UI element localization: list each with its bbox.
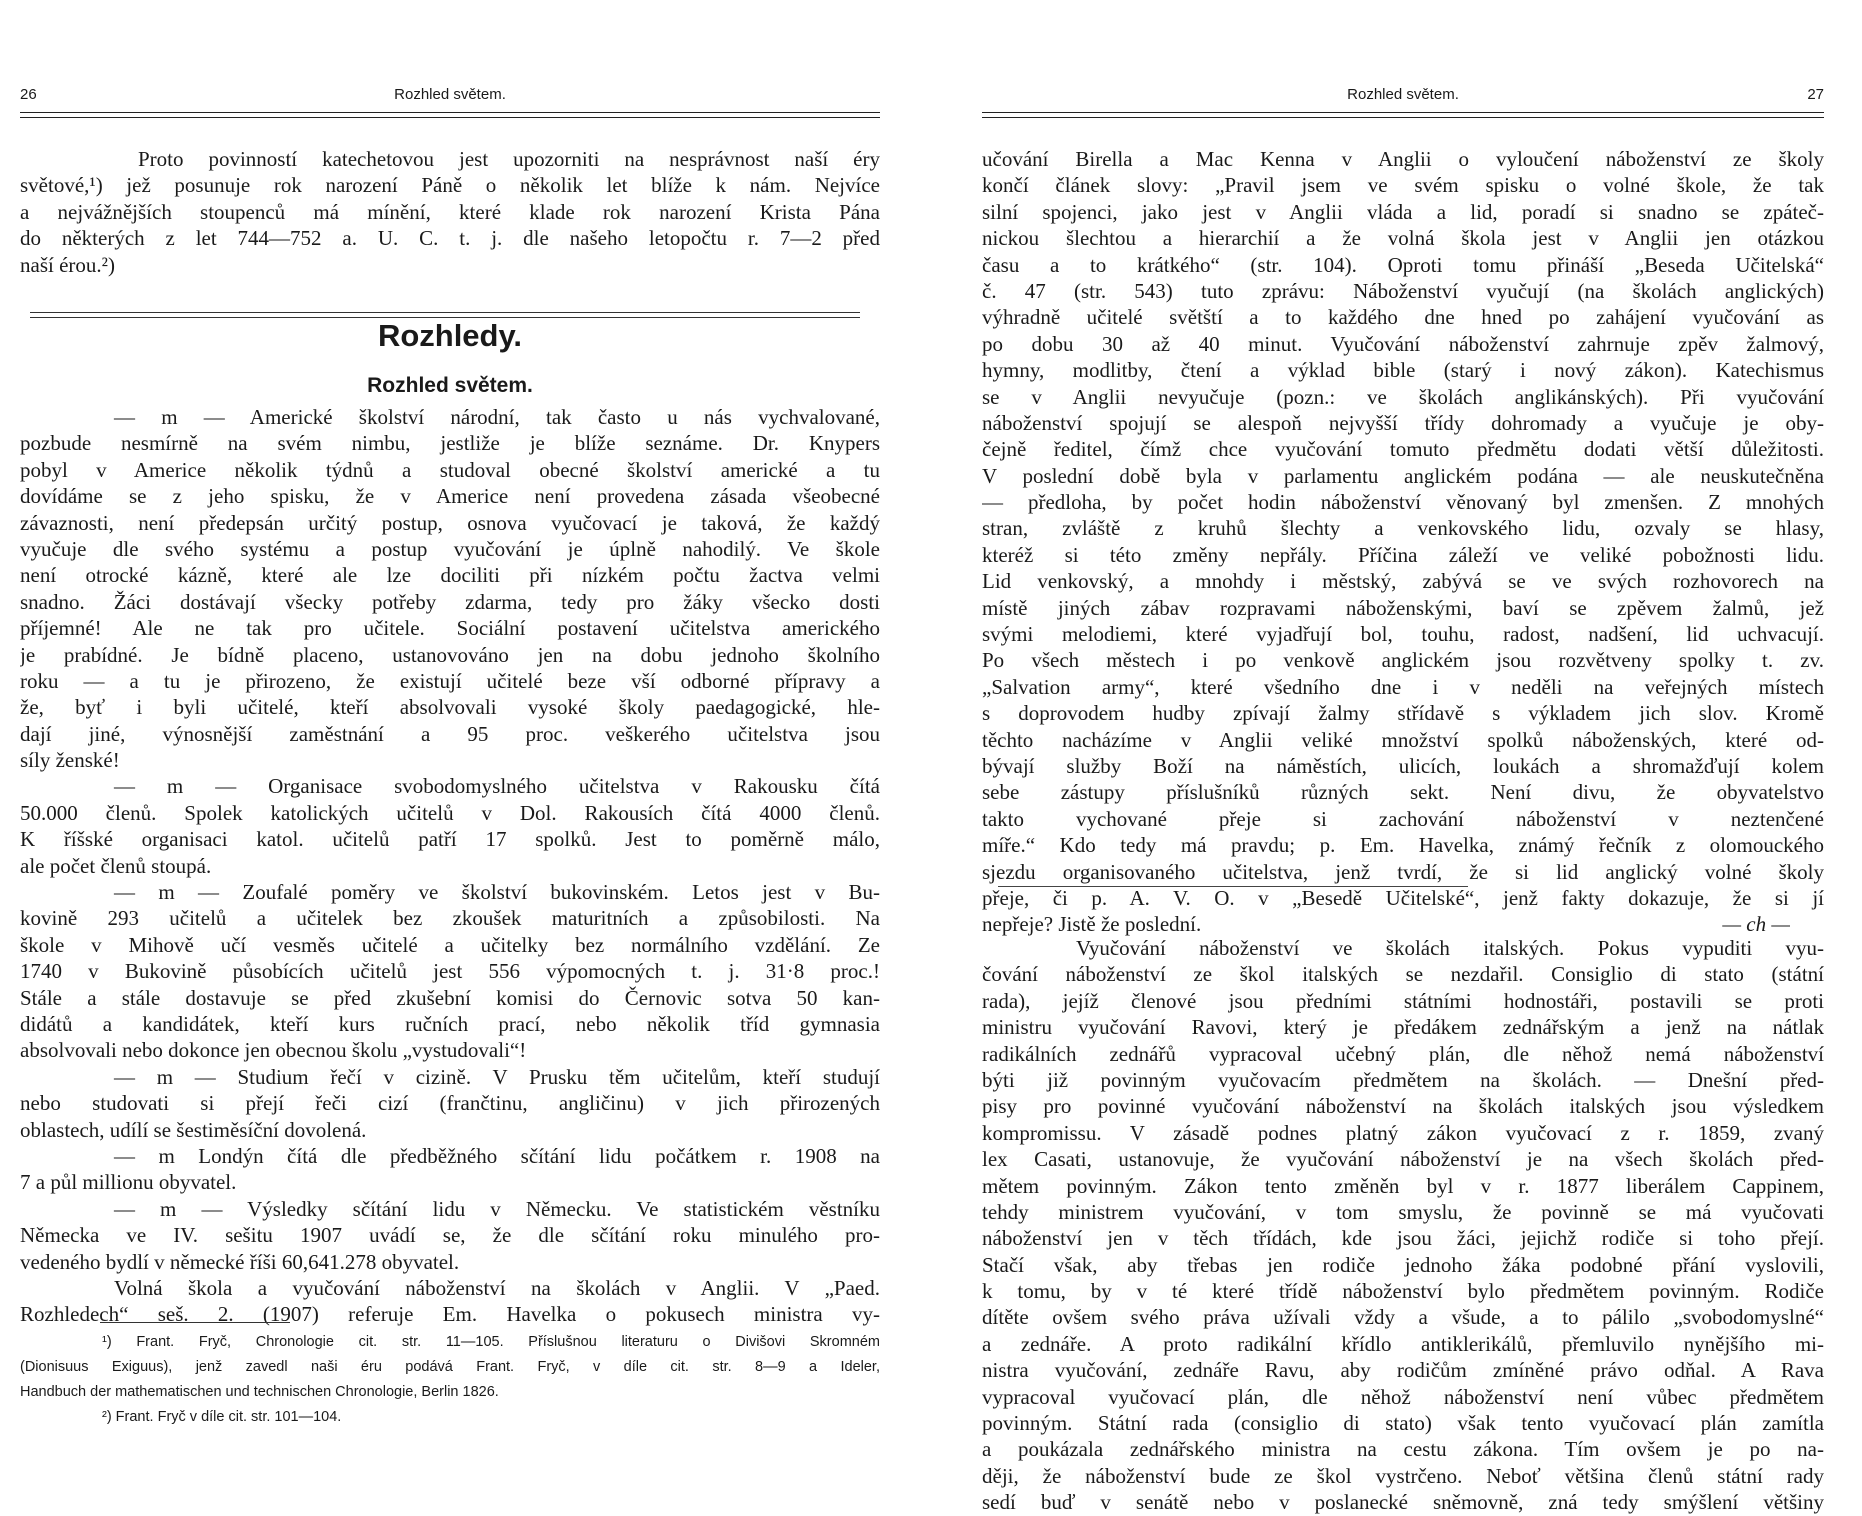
text-line: ministru vyučování Ravovi, který je předákem zednářským a jenž na nátlak [982,1015,1824,1040]
text-line: vedeného bydlí v německé říši 60,641.278 obyvatel. [20,1249,460,1274]
text-line: není otrocké kázně, které ale lze dociliti při nízkém počtu žactva velmi [20,563,880,588]
text-line: Stačí však, aby třebas jen rodiče jednoho žáka podobné přání vyslovili, [982,1252,1824,1277]
text-line: času a to krátkého“ (str. 104). Oproti tomu přináší „Beseda Učitelská“ [982,252,1824,277]
text-line: Vyučování náboženství ve školách italských. Pokus vypuditi vyu- [1076,936,1824,960]
text-line: k tomu, by v té které třídě náboženství bylo předmětem povinným. Rodiče [982,1279,1824,1304]
text-line: míře.“ Kdo tedy má pravdu; p. Em. Havelka, známý řečník z olomouckého [982,833,1824,858]
text-line: naší érou.²) [20,252,115,277]
sub-title: Rozhled světem. [367,374,533,397]
text-line: a zednáře. A proto radikální křídlo antiklerikálů, přemluvilo nynějšího mi- [982,1331,1824,1356]
text-line: Stále a stále dostavuje se před zkušební komisi do Černovic sotva 50 kan- [20,985,880,1010]
left-running-head [20,86,880,106]
text-line: čování náboženství ze škol italských se nezdařil. Consiglio di stato (státní [982,962,1824,987]
text-line: náboženství spojují se alespoň nejvyšší třídy dohromady a vyučuje je oby- [982,410,1824,435]
text-line: pobyl v Americe několik týdnů a studoval obecné školství americké a tu [20,457,880,482]
text-line: „Salvation army“, které všedního dne i v neděli na veřejných místech [982,674,1824,699]
text-line: nickou šlechtou a hierarchií a že volná škola jest v Anglii jen otázkou [982,226,1824,251]
text-line: povinným. Státní rada (consiglio di stato) však tento vyučovací plán zamítla [982,1411,1824,1436]
text-line: Německa ve IV. sešitu 1907 uvádí se, že dle sčítání roku minulého pro- [20,1223,880,1248]
text-line: kovině 293 učitelů a učitelek bez zkoušek maturitních a způsobilosti. Na [20,906,880,931]
text-line: Rozhledech“ seš. 2. (1907) referuje Em. Havelka o pokusech ministra vy- [20,1302,880,1327]
section-title: Rozhledy. [377,318,523,353]
left-page-number: 26 [20,86,37,103]
text-line: škole v Mihově učí vesměs učitelé a učitelky bez normálního vzdělání. Ze [20,932,880,957]
text-line: — m — Organisace svobodomyslného učitelstva v Rakousku čítá [114,774,880,799]
text-line: 7 a půl millionu obyvatel. [20,1170,237,1195]
right-page [982,0,1824,1515]
text-line: radikálních zednářů vypracoval učebný plán, dle něhož nemá náboženství [982,1041,1824,1066]
left-intro-paragraph [20,146,880,278]
footnote-line: ²) Frant. Fryč v díle cit. str. 101—104. [102,1409,342,1425]
text-line: — předloha, by počet hodin náboženství věnovaný byl zmenšen. Z mnohých [982,490,1824,515]
text-line: sebe zástupy příslušníků různých sekt. Není divu, že obyvatelstvo [982,780,1824,805]
text-line: síly ženské! [20,748,120,773]
text-line: sedí buď v senátě nebo v poslanecké sněmovně, zná tedy smýšlení většiny [982,1490,1824,1515]
footnote-line: ¹) Frant. Fryč, Chronologie cit. str. 11—105. Příslušnou literaturu o Divišovi Skromném [102,1334,880,1350]
text-line: didátů a kandidátek, kteří kurs ručních prací, nebo několik tříd gymnasia [20,1011,880,1036]
text-line: učování Birella a Mac Kenna v Anglii o vyloučení náboženství ze školy [982,147,1824,171]
text-line: silní spojenci, jako jest v Anglii vláda a lid, poradí si snadno se zpáteč- [982,199,1824,224]
right-page-number: 27 [1807,86,1824,103]
text-line: je prabídné. Je bídně placeno, ustanovováno jen na dobu jednoho školního [20,642,880,667]
text-line: — m — Americké školství národní, tak často u nás vychvalované, [114,405,880,429]
text-line: těchto nacházíme v Anglii veliké množství spolků náboženských, které od- [982,727,1824,752]
text-line: se v Anglii nevyučuje (pozn.: ve školách anglikánských). Při vyučování [982,384,1824,409]
text-line: Volná škola a vyučování náboženství na školách v Anglii. V „Paed. [114,1275,880,1300]
right-running-head [982,86,1824,106]
text-line: kompromissu. V zásadě podnes platný zákon vyučovací z r. 1859, zvaný [982,1120,1824,1145]
text-line: Po všech městech i po venkově anglickém jsou rozvětveny spolky t. zv. [982,648,1824,673]
text-line: přeje, či p. A. V. O. v „Besedě Učitelské“, jenž fakty dokazuje, že si jí [982,885,1824,910]
text-line: č. 47 (str. 543) tuto zprávu: Náboženství vyučují (na školách anglických) [982,278,1824,303]
text-line: výhradně učitelé světští a to každého dne hned po zahájení vyučování as [982,305,1824,330]
text-line: stran, zvláště z kruhů šlechty a venkovského lidu, ozvaly se hlasy, [982,516,1824,541]
text-line: dají jiné, výnosnější zaměstnání a 95 proc. veškerého učitelstva jsou [20,721,880,746]
text-line: závaznosti, není předepsán určitý postup, osnova vyučovací je taková, že každý [20,510,880,535]
footnote-line: Handbuch der mathematischen und technischen Chronologie, Berlin 1826. [20,1384,499,1400]
footnote-rule [100,1322,290,1323]
text-line: býti již povinným vyučovacím předmětem na školách. — Dnešní před- [982,1067,1824,1092]
text-line: svými melodiemi, které vyjadřují bol, touhu, radost, nadšení, lid uchvacují. [982,622,1824,647]
text-line: tehdy ministrem vyučování, v tom smyslu, že povinně se má vyučovati [982,1199,1824,1224]
text-line: náboženství jen v těch třídách, kde jsou žáci, jejichž rodiče si toho přejí. [982,1226,1824,1251]
text-line: dovídáme se z jeho spisku, že v Americe není provedena zásada všeobecné [20,484,880,509]
text-line: roku — a tu je přirozeno, že existují učitelé beze vší odborné přípravy a [20,668,880,693]
text-line: V poslední době byla v parlamentu anglickém podána — ale neuskutečněna [982,463,1824,488]
text-line: absolvovali nebo dokonce jen obecnou školu „vystudovali“! [20,1038,527,1063]
text-line: ději, že náboženství bude ze škol vystrčeno. Neboť většina členů státní rady [982,1463,1824,1488]
text-line: hymny, modlitby, čtení a výklad bible (starý i nový zákon). Katechismus [982,358,1824,383]
text-line: končí článek slovy: „Pravil jsem ve svém spisku o volné škole, že tak [982,173,1824,198]
text-line: K říšské organisaci katol. učitelů patří 17 spolků. Jest to poměrně málo, [20,827,880,852]
text-line: — m — Zoufalé poměry ve školství bukovinském. Letos jest v Bu- [114,880,880,905]
text-line: mětem povinným. Zákon tento změněn byl v r. 1877 liberálem Cappinem, [982,1173,1824,1198]
left-body-text [20,404,880,1328]
text-line: čejně ředitel, čímž chce vyučování tomuto předmětu dodati větší důležitosti. [982,437,1824,462]
article-separator [998,886,1468,887]
text-line: místě jiných zábav rozpravami náboženskými, baví se zpěvem žalmů, jež [982,595,1824,620]
text-line: a nejvážnějších stoupenců má mínění, které klade rok narození Krista Pána [20,199,880,224]
text-line: dítěte ovšem svého práva užívali vždy a všude, a to pálilo „svobodomyslné“ [982,1305,1824,1330]
text-line: příjemné! Ale ne tak pro učitele. Sociální postavení učitelstva amerického [20,616,880,641]
left-running-title: Rozhled světem. [394,86,506,103]
text-line: Proto povinností katechetovou jest upozorniti na nesprávnost naší éry [138,147,880,171]
right-running-title: Rozhled světem. [1347,86,1459,103]
left-header-rule [20,112,880,118]
text-line: nistra vyučování, zednáře Ravu, aby rodičům zmíněné právo odňal. A Rava [982,1358,1824,1383]
text-line: — m Londýn čítá dle předběžného sčítání lidu počátkem r. 1908 na [114,1143,880,1168]
text-line: že, byť i byli učitelé, kteří absolvovali vysoké školy paedagogické, hle- [20,695,880,720]
text-line: 1740 v Bukovině působících učitelů jest 556 výpomocných t. j. 31·8 proc.! [20,959,880,984]
text-line: pozbude nesmírně na svém nimbu, jestliže je blíže seznáme. Dr. Knypers [20,431,880,456]
right-lower-text [982,935,1824,1516]
right-header-rule [982,112,1824,118]
text-line: oblastech, udílí se šestiměsíční dovolená. [20,1117,367,1142]
author-signoff: — ch — [1722,912,1790,936]
left-page [20,0,880,1500]
text-line: bývají služby Boží na náměstích, ulicích, loukách a shromažďují kolem [982,753,1824,778]
text-line: a poukázala zednářského ministra na cestu zákona. Tím ovšem je po na- [982,1437,1824,1462]
text-line: sjezdu organisovaného učitelstva, jenž tvrdí, že si lid anglický volné školy [982,859,1824,884]
text-line: — m — Studium řečí v cizině. V Prusku těm učitelům, kteří studují [114,1064,880,1089]
text-line: kteréž si této změny nepřály. Příčina záleží ve veliké pobožnosti lidu. [982,542,1824,567]
text-line: vypracoval vyučovací plán, dle něhož náboženství není vůbec předmětem [982,1384,1824,1409]
text-line: — m — Výsledky sčítání lidu v Německu. Ve statistickém věstníku [114,1196,880,1221]
text-line: snadno. Žáci dostávají všecky potřeby zdarma, tedy pro žáky všecko dosti [20,589,880,614]
text-line: nebo studovati si přejí řeči cizí (frančtinu, angličinu) v jich přirozených [20,1091,880,1116]
footnote-line: (Dionisuus Exiguus), jenž zavedl naši éru podává Frant. Fryč, v díle cit. str. 8—9 a Ideler, [20,1359,880,1375]
text-line: pisy pro povinné vyučování náboženství na školách italských jsou výsledkem [982,1094,1824,1119]
text-line: vyučuje dle svého systému a postup vyučování je úplně nahodilý. Ve škole [20,536,880,561]
text-line: ale počet členů stoupá. [20,853,212,878]
text-line: Lid venkovský, a mnohdy i městský, zabývá se ve svých rozhovorech na [982,569,1824,594]
text-line: rada), jejíž členové jsou předními státními hodnostáři, postavili se proti [982,988,1824,1013]
text-line: s doprovodem hudby zpívají žalmy střídavě s výkladem jich slov. Kromě [982,701,1824,726]
text-line: 50.000 členů. Spolek katolických učitelů v Dol. Rakousích čítá 4000 členů. [20,800,880,825]
text-line: do některých z let 744—752 a. U. C. t. j. dle našeho letopočtu r. 7—2 před [20,226,880,251]
footnotes [20,1330,880,1430]
text-line: světové,¹) jež posunuje rok narození Páně o několik let blíže k nám. Nejvíce [20,173,880,198]
text-line: takto vychované přeje si zachování náboženství v neztenčené [982,806,1824,831]
text-line: nepřeje? Jistě že poslední. [982,912,1202,937]
text-line: lex Casati, ustanovuje, že vyučování náboženství je na všech školách před- [982,1147,1824,1172]
text-line: po dobu 30 až 40 minut. Vyučování náboženství zahrnuje zpěv žalmový, [982,331,1824,356]
right-upper-text [982,146,1824,938]
